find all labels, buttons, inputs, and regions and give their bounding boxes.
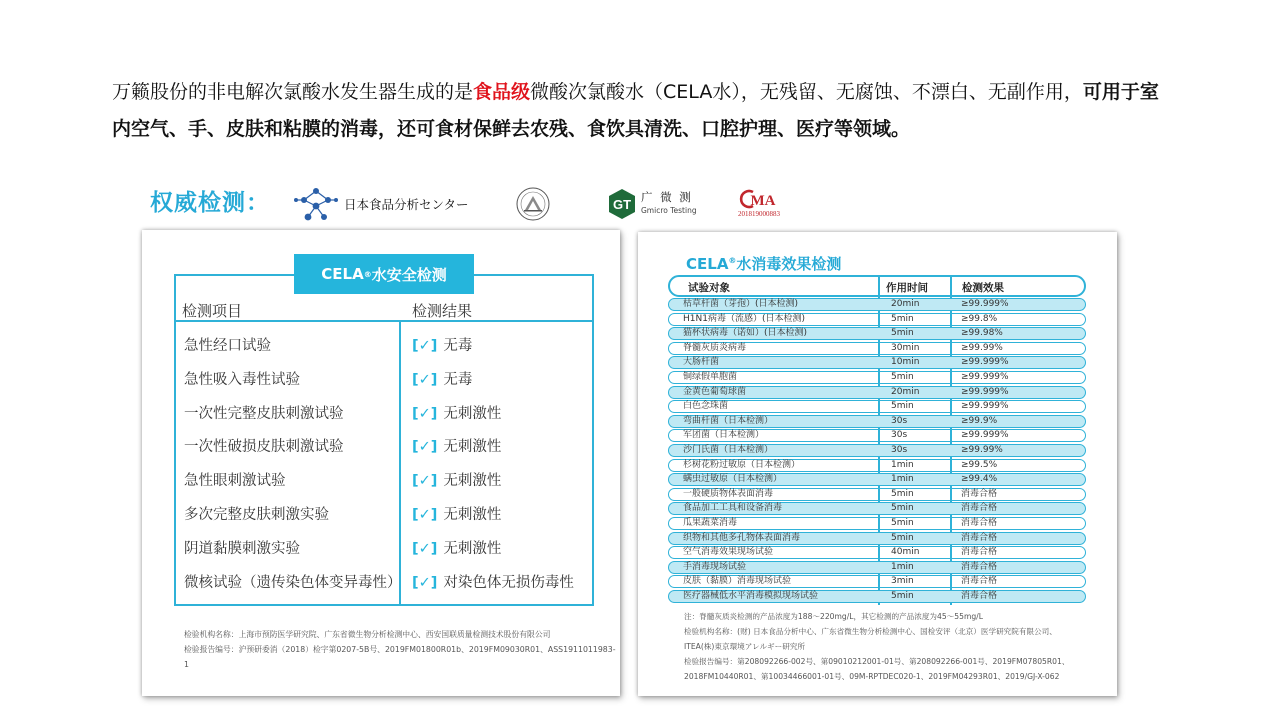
test-item: 急性眼刺激试验 <box>184 473 286 490</box>
safety-table-row <box>176 503 592 537</box>
check-icon: [✓] <box>412 371 438 388</box>
safety-table-row <box>176 469 592 503</box>
test-target: 皮肤（黏膜）消毒现场试验 <box>683 576 792 587</box>
test-item: 多次完整皮肤刺激实验 <box>184 507 329 523</box>
test-result <box>412 435 501 456</box>
test-target: 脊髓灰质炎病毒 <box>683 342 747 353</box>
test-target: 弯曲杆菌（日本检测） <box>683 415 774 426</box>
disinfection-footnote <box>684 609 1069 684</box>
test-result-text: 无刺激性 <box>443 405 502 422</box>
test-effect: ≥99.999% <box>961 357 1009 368</box>
disinfection-foot-report-numbers-2: 2018FM10440R01、第10034466001-01号、09M-RPTDEC020-1、2019FM04293R01、2019/GJ-X-062 <box>684 672 1060 681</box>
test-target: 手消毒现场试验 <box>683 561 747 572</box>
molecule-icon <box>294 186 338 222</box>
test-target: 猫杯状病毒（诺如）(日本检测) <box>683 328 808 339</box>
seal-icon <box>516 187 550 221</box>
jfrl-logo <box>294 186 469 222</box>
institute-seal-logo <box>516 187 550 221</box>
action-time: 5min <box>891 503 914 514</box>
action-time: 40min <box>891 547 920 558</box>
test-effect: 消毒合格 <box>961 532 998 543</box>
action-time: 3min <box>891 576 914 587</box>
action-time: 5min <box>891 591 914 601</box>
action-time: 1min <box>891 561 914 572</box>
disinfection-foot-institutions-2: ITEA(株)東京環境アレルギー研究所 <box>684 642 806 651</box>
test-item: 微核试验（遗传染色体变异毒性） <box>184 574 402 591</box>
test-target: 大肠杆菌 <box>683 357 720 368</box>
jfrl-logo-text: 日本食品分析センター <box>344 197 469 212</box>
svg-text:GT: GT <box>612 197 632 212</box>
test-effect: 消毒合格 <box>961 503 998 514</box>
test-item: 一次性完整皮肤刺激试验 <box>184 405 344 422</box>
action-time: 30min <box>891 342 920 353</box>
test-target: 沙门氏菌（日本检测） <box>683 445 774 455</box>
test-result-text: 无刺激性 <box>443 473 502 490</box>
safety-test-title: CELA ® 水安全检测 <box>294 254 474 294</box>
authority-title: 权威检测： <box>150 190 270 216</box>
intro-paragraph <box>112 74 1172 148</box>
test-effect: ≥99.999% <box>961 386 1009 397</box>
test-item: 阴道黏膜刺激实验 <box>184 540 300 557</box>
action-time: 5min <box>891 372 914 382</box>
col-effect: 检测效果 <box>962 282 1004 294</box>
disinfection-foot-note: 注：脊髓灰质炎检测的产品浓度为188～220mg/L，其它检测的产品浓度为45～55mg/L <box>684 612 983 621</box>
test-item: 急性经口试验 <box>184 338 271 354</box>
disinfection-table-row <box>668 459 1086 472</box>
disinfection-table-row <box>668 502 1086 515</box>
action-time: 30s <box>891 430 908 441</box>
intro-text-1: 万籁股份的非电解次氯酸水发生器生成的是 <box>112 81 474 103</box>
intro-text-2: 微酸次氯酸水（CELA水），无残留、无腐蚀、不漂白、无副作用， <box>530 81 1083 103</box>
test-target: 空气消毒效果现场试验 <box>683 547 774 558</box>
test-effect: ≥99.9% <box>961 415 998 426</box>
test-target: 金黄色葡萄球菌 <box>683 386 747 397</box>
safety-foot-report-numbers: 检验报告编号：沪预研委消（2018）检字第0207-5B号、2019FM01800R01b、2019FM09030R01、ASS1911011983-1 <box>184 645 616 669</box>
safety-table-header <box>176 300 592 322</box>
action-time: 1min <box>891 474 914 485</box>
safety-foot-institutions: 检验机构名称：上海市预防医学研究院、广东省微生物分析检测中心、西安国联质量检测技术股份有限公司 <box>184 630 551 639</box>
check-icon: [✓] <box>412 574 438 591</box>
action-time: 5min <box>891 328 914 339</box>
test-effect: ≥99.4% <box>961 474 998 485</box>
disinfection-table-row <box>668 546 1086 559</box>
disinfection-table-row <box>668 313 1086 326</box>
disinfection-foot-institutions: 检验机构名称：(财) 日本食品分析中心、广东省微生物分析检测中心、国检安评（北京）医学研究院有限公司、 <box>684 627 1057 636</box>
test-result <box>412 537 501 558</box>
disinfection-table-row <box>668 575 1086 588</box>
test-target: 军团菌（日本检测） <box>683 430 765 441</box>
test-result-text: 无刺激性 <box>443 439 502 456</box>
action-time: 20min <box>891 299 920 309</box>
safety-table-row <box>176 571 592 605</box>
safety-table-row <box>176 368 592 402</box>
disinfection-table-row <box>668 488 1086 501</box>
action-time: 1min <box>891 459 914 470</box>
test-result <box>412 368 472 389</box>
disinfection-table-row <box>668 327 1086 340</box>
test-result <box>412 469 501 490</box>
test-target: 枯草杆菌（芽孢）(日本检测) <box>683 299 799 309</box>
disinfection-table-header <box>668 275 1086 297</box>
check-icon: [✓] <box>412 473 438 490</box>
action-time: 5min <box>891 313 914 324</box>
test-result <box>412 503 501 524</box>
test-effect: ≥99.8% <box>961 313 998 324</box>
test-result-text: 无刺激性 <box>443 540 502 557</box>
disinfection-foot-report-numbers: 检验报告编号：第208092266-002号、第09010212001-01号、第208092266-001号、2019FM07805R01、 <box>684 657 1070 666</box>
disinfection-table-row <box>668 444 1086 457</box>
test-effect: 消毒合格 <box>961 547 998 558</box>
col-test-result: 检测结果 <box>412 302 473 320</box>
disinfection-table-row <box>668 590 1086 603</box>
test-result <box>412 334 472 355</box>
test-target: 螨虫过敏原（日本检测） <box>683 474 783 485</box>
disinfection-table-row <box>668 415 1086 428</box>
test-effect: 消毒合格 <box>961 591 998 601</box>
test-target: 杉树花粉过敏原（日本检测） <box>683 459 801 470</box>
intro-bold-text: 可用于室内空气、手、皮肤和粘膜的消毒，还可食材保鲜去农残、食饮具清洗、口腔护理、医疗等领域。 <box>112 81 1159 140</box>
check-icon: [✓] <box>412 540 438 557</box>
safety-footnote <box>184 627 620 672</box>
test-target: 铜绿假单胞菌 <box>683 372 738 382</box>
disinfection-table-row <box>668 371 1086 384</box>
test-target: 白色念珠菌 <box>683 401 729 412</box>
test-effect: ≥99.99% <box>961 342 1003 353</box>
test-effect: ≥99.999% <box>961 401 1009 412</box>
test-effect: 消毒合格 <box>961 576 998 587</box>
test-effect: ≥99.999% <box>961 372 1009 382</box>
check-icon: [✓] <box>412 507 438 523</box>
test-result-text: 对染色体无损伤毒性 <box>443 574 574 591</box>
test-item: 急性吸入毒性试验 <box>184 371 300 388</box>
col-target: 试验对象 <box>688 282 730 294</box>
action-time: 5min <box>891 518 914 528</box>
disinfection-table-row <box>668 532 1086 545</box>
test-effect: 消毒合格 <box>961 488 998 499</box>
check-icon: [✓] <box>412 405 438 422</box>
test-result-text: 无毒 <box>443 338 473 354</box>
disinfection-table-row <box>668 342 1086 355</box>
action-time: 30s <box>891 445 908 455</box>
test-target: 织物和其他多孔物体表面消毒 <box>683 532 801 543</box>
test-effect: ≥99.999% <box>961 430 1009 441</box>
check-icon: [✓] <box>412 338 438 354</box>
test-result-text: 无刺激性 <box>443 507 502 523</box>
test-effect: ≥99.5% <box>961 459 998 470</box>
gmicro-name-cn: 广 微 测 <box>641 190 693 204</box>
disinfection-table-row <box>668 473 1086 486</box>
test-target: 医疗器械低水平消毒模拟现场试验 <box>683 591 819 601</box>
intro-highlight: 食品级 <box>473 81 531 103</box>
safety-table-row <box>176 334 592 368</box>
action-time: 20min <box>891 386 920 397</box>
disinfection-table-row <box>668 298 1086 311</box>
safety-table-row <box>176 402 592 436</box>
test-result <box>412 402 501 423</box>
cma-number: 201819000883 <box>738 210 780 218</box>
test-target: 一般硬质物体表面消毒 <box>683 488 774 499</box>
safety-test-card <box>142 230 620 696</box>
test-result <box>412 571 574 592</box>
disinfection-table-row <box>668 517 1086 530</box>
cma-mark-icon <box>739 189 779 209</box>
test-effect: ≥99.98% <box>961 328 1003 339</box>
safety-test-table <box>174 274 594 606</box>
test-item: 一次性破损皮肤刺激试验 <box>184 439 344 456</box>
disinfection-table-row <box>668 561 1086 574</box>
test-effect: ≥99.999% <box>961 299 1009 309</box>
disinfection-test-title: CELA®水消毒效果检测 <box>686 255 842 273</box>
gmicro-logo <box>608 188 697 220</box>
gmicro-icon <box>608 188 636 220</box>
test-result-text: 无毒 <box>443 371 473 388</box>
safety-table-row <box>176 537 592 571</box>
gmicro-name-en: Gmicro Testing <box>641 206 697 215</box>
test-effect: ≥99.99% <box>961 445 1003 455</box>
action-time: 10min <box>891 357 920 368</box>
disinfection-table-row <box>668 429 1086 442</box>
disinfection-table-row <box>668 386 1086 399</box>
action-time: 30s <box>891 415 908 426</box>
action-time: 5min <box>891 532 914 543</box>
test-target: 食品加工工具和设备消毒 <box>683 503 783 514</box>
disinfection-test-card <box>638 232 1117 696</box>
col-test-item: 检测项目 <box>182 302 243 320</box>
action-time: 5min <box>891 488 914 499</box>
test-effect: 消毒合格 <box>961 561 998 572</box>
safety-table-row <box>176 435 592 469</box>
cma-logo <box>738 189 780 218</box>
test-effect: 消毒合格 <box>961 518 998 528</box>
disinfection-table-row <box>668 356 1086 369</box>
disinfection-table-row <box>668 400 1086 413</box>
svg-text:MA: MA <box>750 193 776 209</box>
col-time: 作用时间 <box>886 282 928 294</box>
test-target: 瓜果蔬菜消毒 <box>683 518 738 528</box>
test-target: H1N1病毒（流感）(日本检测) <box>683 313 805 324</box>
check-icon: [✓] <box>412 439 438 456</box>
action-time: 5min <box>891 401 914 412</box>
